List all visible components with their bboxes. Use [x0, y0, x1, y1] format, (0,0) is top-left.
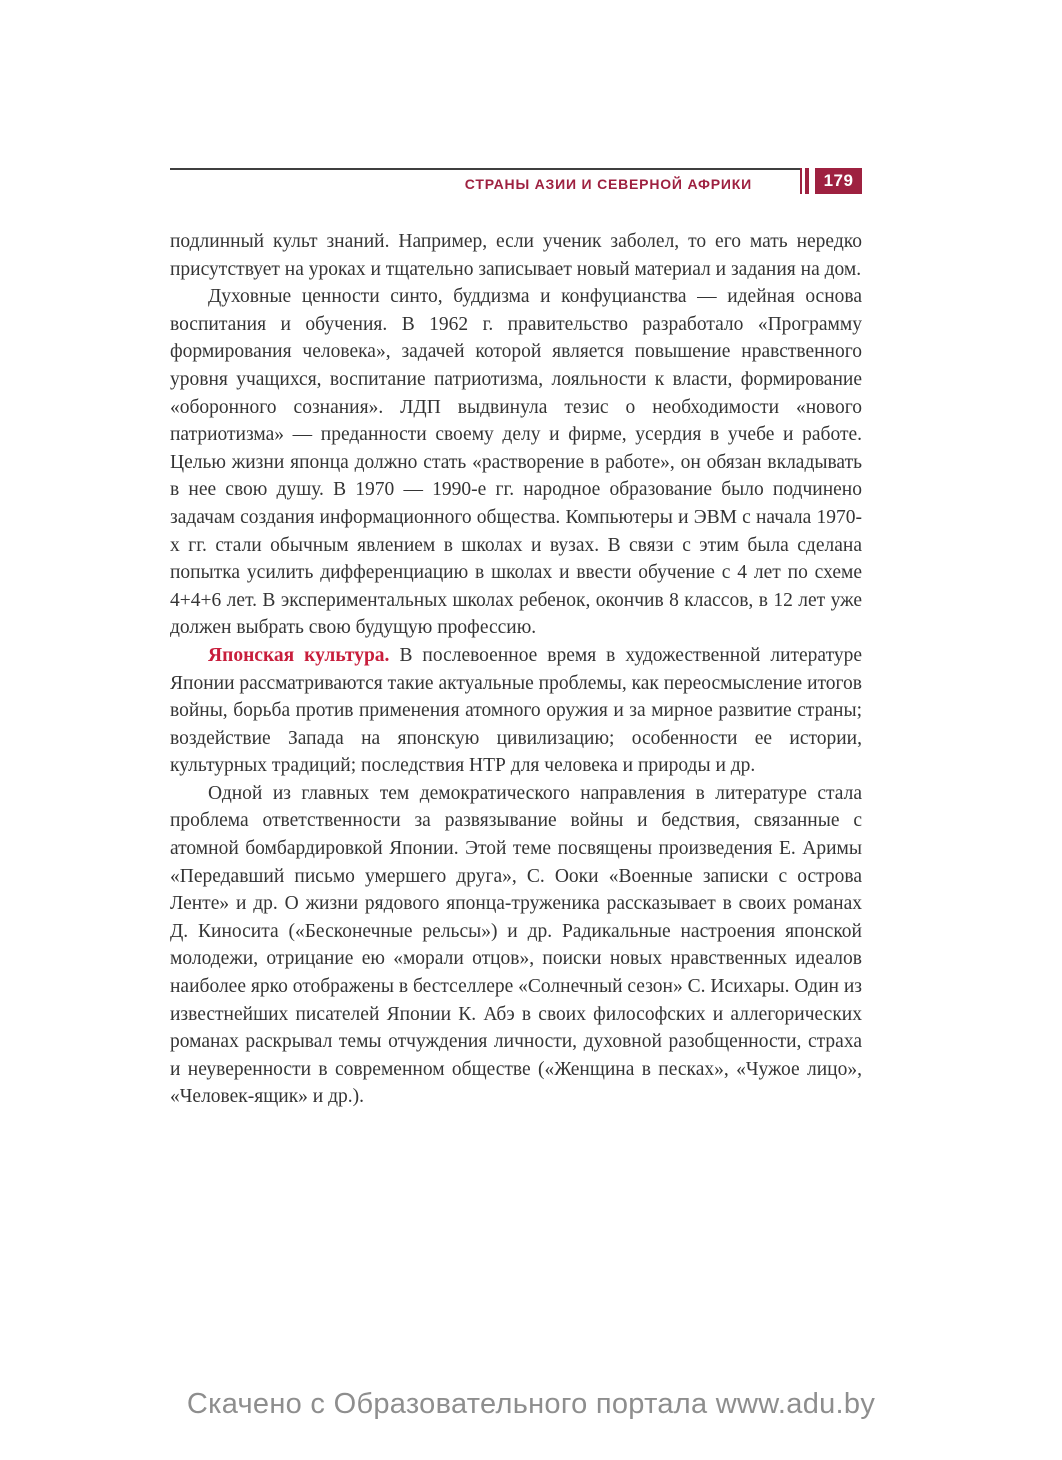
page-number-badge: 179: [815, 168, 862, 194]
page-number-bars-icon: [800, 168, 809, 194]
bar-icon: [805, 168, 809, 194]
portal-watermark: Скачено с Образовательного портала www.adu.by: [186, 1388, 876, 1420]
paragraph: Духовные ценности синто, буддизма и конфуцианства — идейная основа воспитания и обучения. В 1962 г. правительство разработало «Программу формирования человека», задачей которой является повышение нравственного уровня учащихся, воспитание патриотизма, лояльности к власти, формирование «оборонного сознания». ЛДП выдвинула тезис о необходимости «нового патриотизма» — преданности своему делу и фирме, усердия в учебе и работе. Целью жизни японца должно стать «растворение в работе», он обязан вкладывать в нее свою душу. В 1970 — 1990-е гг. народное образование было подчинено задачам создания информационного общества. Компьютеры и ЭВМ с начала 1970-х гг. стали обычным явлением в школах и вузах. В связи с этим была сделана попытка усилить дифференциацию в школах и ввести обучение с 4 лет по схеме 4+4+6 лет. В экспериментальных школах ребенок, окончив 8 классов, в 12 лет уже должен выбрать свою будущую профессию.: [170, 286, 862, 639]
paragraph-text: В послевоенное время в художественной литературе Японии рассматриваются такие актуальные проблемы, как переосмысление итогов войны, борьба против применения атомного оружия и за мирное развитие страны; воздействие Запада на японскую цивилизацию; особенности ее истории, культурных традиций; последствия НТР для человека и природы и др.: [170, 644, 862, 777]
body-text: [170, 228, 862, 1111]
header-rule: [170, 168, 800, 192]
page-header: [170, 168, 862, 194]
paragraph: Одной из главных тем демократического направления в литературе стала проблема ответственности за развязывание войны и бедствия, связанные с атомной бомбардировкой Японии. Этой теме посвящены произведения Е. Аримы «Передавший письмо умершего друга», С. Ооки «Военные записки с острова Ленте» и др. О жизни рядового японца-труженика рассказывает в своих романах Д. Киносита («Бесконечные рельсы») и др. Радикальные настроения японской молодежи, отрицание ею «морали отцов», поиски новых нравственных идеалов наиболее ярко отображены в бестселлере «Солнечный сезон» С. Исихары. Один из известнейших писателей Японии К. Абэ в своих философских и аллегорических романах раскрывал темы отчуждения личности, духовной разобщенности, страха и неуверенности в современном обществе («Женщина в песках», «Чужое лицо», «Человек-ящик» и др.).: [170, 782, 862, 1108]
text-column: [170, 168, 862, 1111]
paragraph: [170, 642, 862, 780]
paragraph-lead-heading: Японская культура.: [208, 644, 390, 666]
paragraph: подлинный культ знаний. Например, если ученик заболел, то его мать нередко присутствует на уроках и тщательно записывает новый материал и задания на дом.: [170, 231, 862, 280]
bar-icon: [800, 168, 802, 194]
section-title: СТРАНЫ АЗИИ И СЕВЕРНОЙ АФРИКИ: [464, 176, 752, 192]
